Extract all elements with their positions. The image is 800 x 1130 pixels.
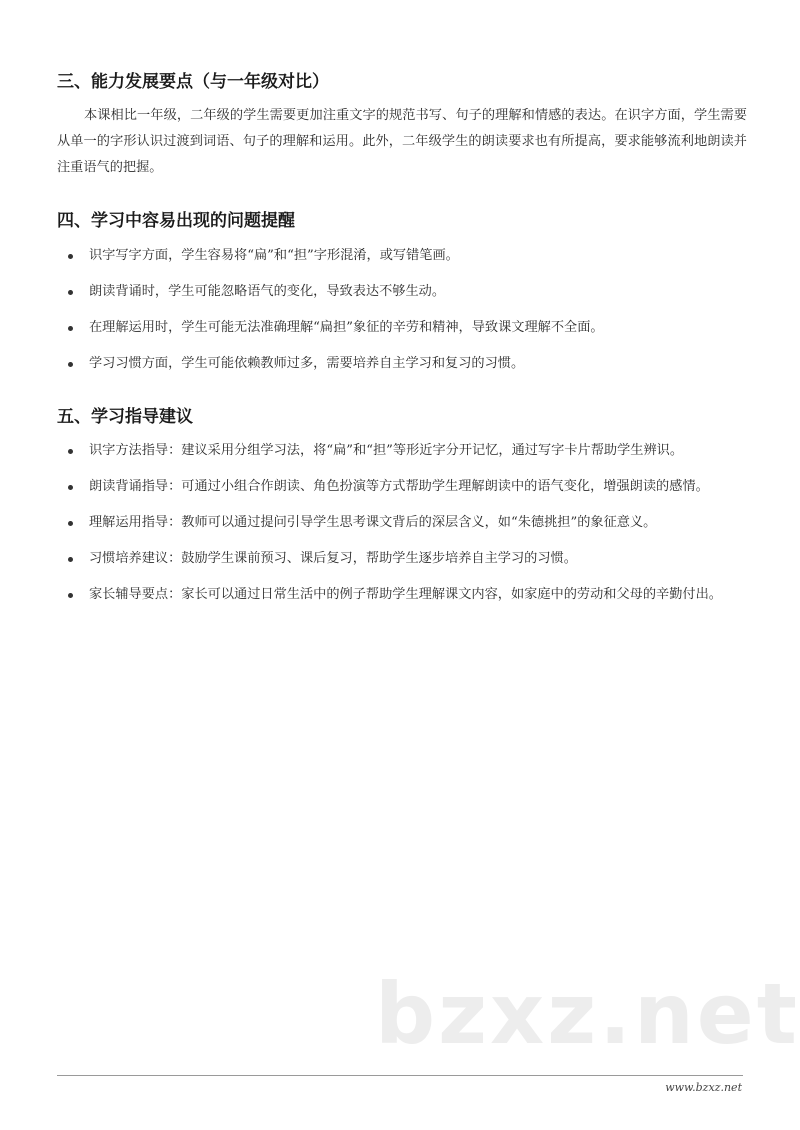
watermark: bzxz.net bbox=[375, 965, 800, 1063]
section-3-paragraph: 本课相比一年级，二年级的学生需要更加注重文字的规范书写、句子的理解和情感的表达。在识字方面，学生需要从单一的字形认识过渡到词语、句子的理解和运用。此外，二年级学生的朗读要求也有所提高，要求能够流利地朗读并注重语气的把握。 bbox=[57, 108, 747, 175]
section-4-list bbox=[57, 243, 747, 387]
list-item bbox=[57, 510, 747, 536]
bullet-icon bbox=[68, 326, 73, 331]
section-3-heading: 三、能力发展要点（与一年级对比） bbox=[57, 72, 329, 92]
section-5-heading: 五、学习指导建议 bbox=[57, 407, 193, 427]
bullet-icon bbox=[68, 290, 73, 295]
list-item bbox=[57, 315, 747, 341]
bullet-icon bbox=[68, 362, 73, 367]
list-item-text: 朗读背诵时，学生可能忽略语气的变化，导致表达不够生动。 bbox=[89, 284, 446, 299]
list-item-text: 学习习惯方面，学生可能依赖教师过多，需要培养自主学习和复习的习惯。 bbox=[89, 356, 525, 371]
list-item-text: 识字写字方面，学生容易将“扁”和“担”字形混淆，或写错笔画。 bbox=[89, 248, 459, 263]
bullet-icon bbox=[68, 521, 73, 526]
bullet-icon bbox=[68, 593, 73, 598]
list-item bbox=[57, 438, 747, 464]
section-5-list bbox=[57, 438, 747, 618]
list-item-text: 理解运用指导：教师可以通过提问引导学生思考课文背后的深层含义，如“朱德挑担”的象征意义。 bbox=[89, 515, 657, 530]
bullet-icon bbox=[68, 254, 73, 259]
list-item bbox=[57, 474, 747, 500]
bullet-icon bbox=[68, 485, 73, 490]
list-item bbox=[57, 351, 747, 377]
bullet-icon bbox=[68, 557, 73, 562]
section-4-heading: 四、学习中容易出现的问题提醒 bbox=[57, 211, 295, 231]
footer-url: www.bzxz.net bbox=[665, 1081, 742, 1094]
list-item-text: 在理解运用时，学生可能无法准确理解“扁担”象征的辛劳和精神，导致课文理解不全面。 bbox=[89, 320, 604, 335]
list-item bbox=[57, 243, 747, 269]
list-item bbox=[57, 546, 747, 572]
list-item-text: 朗读背诵指导：可通过小组合作朗读、角色扮演等方式帮助学生理解朗读中的语气变化，增强朗读的感情。 bbox=[89, 479, 709, 494]
footer-divider bbox=[57, 1075, 743, 1076]
bullet-icon bbox=[68, 449, 73, 454]
list-item bbox=[57, 279, 747, 305]
list-item-text: 家长辅导要点：家长可以通过日常生活中的例子帮助学生理解课文内容，如家庭中的劳动和父母的辛勤付出。 bbox=[89, 587, 722, 602]
list-item bbox=[57, 582, 747, 608]
list-item-text: 识字方法指导：建议采用分组学习法，将“扁”和“担”等形近字分开记忆，通过写字卡片帮助学生辨识。 bbox=[89, 443, 684, 458]
list-item-text: 习惯培养建议：鼓励学生课前预习、课后复习，帮助学生逐步培养自主学习的习惯。 bbox=[89, 551, 577, 566]
